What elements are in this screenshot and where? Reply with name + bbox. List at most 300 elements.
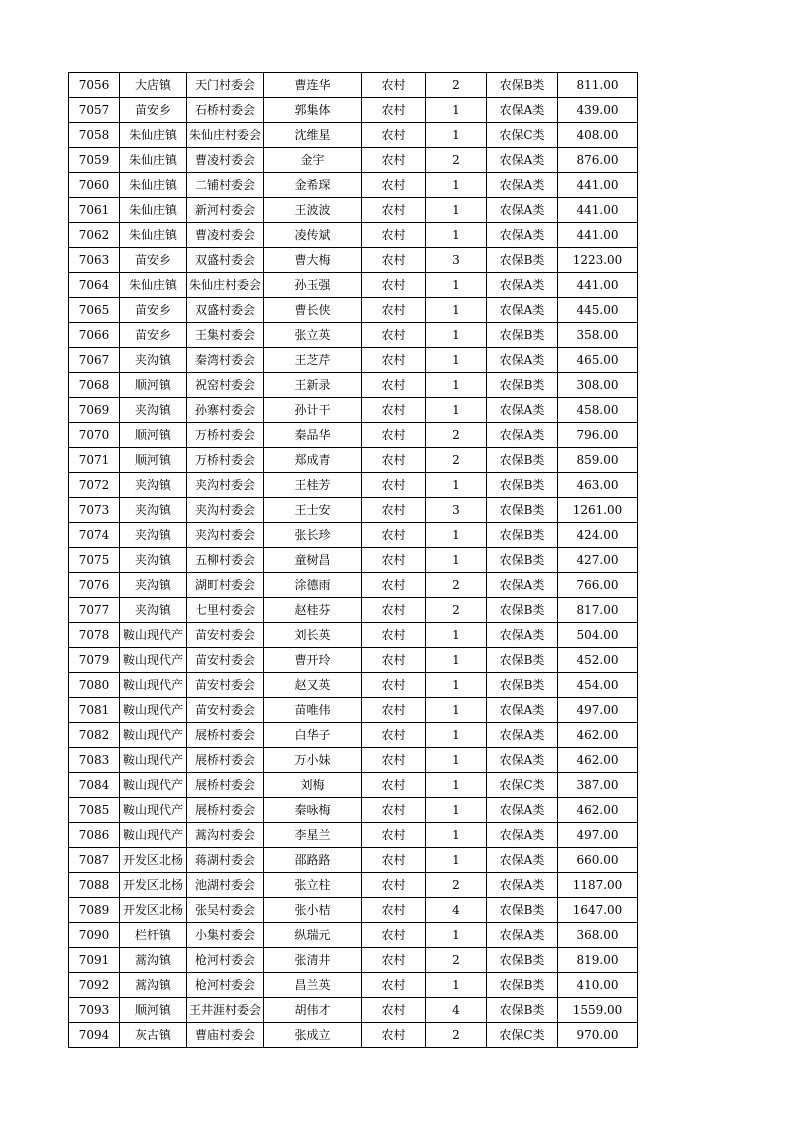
town-cell: 鞍山现代产 — [120, 673, 187, 698]
row-id-cell: 7091 — [69, 948, 120, 973]
category-cell: 农保B类 — [487, 73, 558, 98]
amount-cell: 1647.00 — [558, 898, 638, 923]
count-cell: 3 — [426, 248, 487, 273]
town-cell: 鞍山现代产 — [120, 823, 187, 848]
table-row — [69, 473, 638, 498]
village-cell: 展桥村委会 — [187, 723, 264, 748]
person-name-cell: 凌传斌 — [264, 223, 362, 248]
count-cell: 2 — [426, 73, 487, 98]
table-row — [69, 598, 638, 623]
person-name-cell: 王新录 — [264, 373, 362, 398]
town-cell: 鞍山现代产 — [120, 623, 187, 648]
row-id-cell: 7086 — [69, 823, 120, 848]
table-row — [69, 873, 638, 898]
village-cell: 二铺村委会 — [187, 173, 264, 198]
row-id-cell: 7087 — [69, 848, 120, 873]
town-cell: 夹沟镇 — [120, 598, 187, 623]
village-cell: 苗安村委会 — [187, 648, 264, 673]
table-row — [69, 523, 638, 548]
count-cell: 2 — [426, 598, 487, 623]
count-cell: 1 — [426, 523, 487, 548]
person-name-cell: 曹连华 — [264, 73, 362, 98]
person-name-cell: 曹大梅 — [264, 248, 362, 273]
amount-cell: 462.00 — [558, 748, 638, 773]
amount-cell: 462.00 — [558, 798, 638, 823]
person-name-cell: 张小桔 — [264, 898, 362, 923]
area-type-cell: 农村 — [362, 498, 426, 523]
category-cell: 农保B类 — [487, 498, 558, 523]
table-row — [69, 773, 638, 798]
table-row — [69, 323, 638, 348]
amount-cell: 441.00 — [558, 173, 638, 198]
table-row — [69, 848, 638, 873]
row-id-cell: 7066 — [69, 323, 120, 348]
count-cell: 1 — [426, 223, 487, 248]
village-cell: 池湖村委会 — [187, 873, 264, 898]
village-cell: 蒿沟村委会 — [187, 823, 264, 848]
category-cell: 农保C类 — [487, 773, 558, 798]
area-type-cell: 农村 — [362, 273, 426, 298]
table-row — [69, 973, 638, 998]
category-cell: 农保A类 — [487, 198, 558, 223]
category-cell: 农保A类 — [487, 748, 558, 773]
row-id-cell: 7081 — [69, 698, 120, 723]
table-row — [69, 723, 638, 748]
count-cell: 2 — [426, 873, 487, 898]
town-cell: 夹沟镇 — [120, 473, 187, 498]
count-cell: 2 — [426, 423, 487, 448]
row-id-cell: 7073 — [69, 498, 120, 523]
row-id-cell: 7061 — [69, 198, 120, 223]
town-cell: 苗安乡 — [120, 98, 187, 123]
row-id-cell: 7083 — [69, 748, 120, 773]
village-cell: 石桥村委会 — [187, 98, 264, 123]
amount-cell: 358.00 — [558, 323, 638, 348]
person-name-cell: 郭集体 — [264, 98, 362, 123]
category-cell: 农保B类 — [487, 523, 558, 548]
village-cell: 万桥村委会 — [187, 448, 264, 473]
row-id-cell: 7094 — [69, 1023, 120, 1048]
row-id-cell: 7089 — [69, 898, 120, 923]
table-row — [69, 898, 638, 923]
amount-cell: 308.00 — [558, 373, 638, 398]
category-cell: 农保B类 — [487, 673, 558, 698]
area-type-cell: 农村 — [362, 748, 426, 773]
table-row — [69, 298, 638, 323]
table-row — [69, 223, 638, 248]
count-cell: 2 — [426, 448, 487, 473]
row-id-cell: 7056 — [69, 73, 120, 98]
row-id-cell: 7063 — [69, 248, 120, 273]
amount-cell: 408.00 — [558, 123, 638, 148]
town-cell: 夹沟镇 — [120, 573, 187, 598]
category-cell: 农保B类 — [487, 248, 558, 273]
village-cell: 湖町村委会 — [187, 573, 264, 598]
person-name-cell: 张立柱 — [264, 873, 362, 898]
category-cell: 农保A类 — [487, 148, 558, 173]
village-cell: 张吴村委会 — [187, 898, 264, 923]
table-row — [69, 73, 638, 98]
table-row — [69, 448, 638, 473]
area-type-cell: 农村 — [362, 223, 426, 248]
village-cell: 小集村委会 — [187, 923, 264, 948]
category-cell: 农保B类 — [487, 548, 558, 573]
town-cell: 朱仙庄镇 — [120, 173, 187, 198]
amount-cell: 1187.00 — [558, 873, 638, 898]
category-cell: 农保A类 — [487, 98, 558, 123]
area-type-cell: 农村 — [362, 898, 426, 923]
table-row — [69, 123, 638, 148]
count-cell: 4 — [426, 898, 487, 923]
area-type-cell: 农村 — [362, 373, 426, 398]
category-cell: 农保A类 — [487, 848, 558, 873]
area-type-cell: 农村 — [362, 398, 426, 423]
count-cell: 1 — [426, 198, 487, 223]
person-name-cell: 沈维星 — [264, 123, 362, 148]
amount-cell: 817.00 — [558, 598, 638, 623]
amount-cell: 441.00 — [558, 198, 638, 223]
area-type-cell: 农村 — [362, 673, 426, 698]
village-cell: 王井涯村委会 — [187, 998, 264, 1023]
count-cell: 1 — [426, 323, 487, 348]
person-name-cell: 孙计干 — [264, 398, 362, 423]
town-cell: 夹沟镇 — [120, 398, 187, 423]
town-cell: 朱仙庄镇 — [120, 223, 187, 248]
category-cell: 农保A类 — [487, 723, 558, 748]
person-name-cell: 李星兰 — [264, 823, 362, 848]
count-cell: 1 — [426, 748, 487, 773]
table-row — [69, 648, 638, 673]
row-id-cell: 7057 — [69, 98, 120, 123]
town-cell: 朱仙庄镇 — [120, 148, 187, 173]
person-name-cell: 刘长英 — [264, 623, 362, 648]
amount-cell: 439.00 — [558, 98, 638, 123]
category-cell: 农保A类 — [487, 923, 558, 948]
person-name-cell: 昌兰英 — [264, 973, 362, 998]
count-cell: 4 — [426, 998, 487, 1023]
row-id-cell: 7059 — [69, 148, 120, 173]
village-cell: 曹庙村委会 — [187, 1023, 264, 1048]
town-cell: 顺河镇 — [120, 998, 187, 1023]
count-cell: 1 — [426, 648, 487, 673]
area-type-cell: 农村 — [362, 923, 426, 948]
table-row — [69, 373, 638, 398]
town-cell: 大店镇 — [120, 73, 187, 98]
count-cell: 1 — [426, 623, 487, 648]
village-cell: 苗安村委会 — [187, 623, 264, 648]
row-id-cell: 7069 — [69, 398, 120, 423]
person-name-cell: 张立英 — [264, 323, 362, 348]
village-cell: 苗安村委会 — [187, 698, 264, 723]
row-id-cell: 7070 — [69, 423, 120, 448]
amount-cell: 441.00 — [558, 273, 638, 298]
category-cell: 农保A类 — [487, 623, 558, 648]
village-cell: 朱仙庄村委会 — [187, 273, 264, 298]
amount-cell: 660.00 — [558, 848, 638, 873]
village-cell: 展桥村委会 — [187, 748, 264, 773]
count-cell: 1 — [426, 773, 487, 798]
person-name-cell: 孙玉强 — [264, 273, 362, 298]
person-name-cell: 金希琛 — [264, 173, 362, 198]
amount-cell: 1559.00 — [558, 998, 638, 1023]
village-cell: 五柳村委会 — [187, 548, 264, 573]
row-id-cell: 7060 — [69, 173, 120, 198]
count-cell: 2 — [426, 148, 487, 173]
row-id-cell: 7092 — [69, 973, 120, 998]
amount-cell: 497.00 — [558, 698, 638, 723]
area-type-cell: 农村 — [362, 948, 426, 973]
area-type-cell: 农村 — [362, 248, 426, 273]
table-row — [69, 148, 638, 173]
area-type-cell: 农村 — [362, 298, 426, 323]
row-id-cell: 7078 — [69, 623, 120, 648]
row-id-cell: 7074 — [69, 523, 120, 548]
table-row — [69, 923, 638, 948]
amount-cell: 819.00 — [558, 948, 638, 973]
row-id-cell: 7090 — [69, 923, 120, 948]
category-cell: 农保A类 — [487, 348, 558, 373]
row-id-cell: 7082 — [69, 723, 120, 748]
amount-cell: 504.00 — [558, 623, 638, 648]
town-cell: 灰古镇 — [120, 1023, 187, 1048]
row-id-cell: 7075 — [69, 548, 120, 573]
village-cell: 朱仙庄村委会 — [187, 123, 264, 148]
category-cell: 农保A类 — [487, 423, 558, 448]
person-name-cell: 王芝芹 — [264, 348, 362, 373]
village-cell: 夹沟村委会 — [187, 523, 264, 548]
area-type-cell: 农村 — [362, 523, 426, 548]
category-cell: 农保B类 — [487, 898, 558, 923]
category-cell: 农保A类 — [487, 573, 558, 598]
village-cell: 展桥村委会 — [187, 773, 264, 798]
town-cell: 顺河镇 — [120, 373, 187, 398]
table-row — [69, 798, 638, 823]
amount-cell: 424.00 — [558, 523, 638, 548]
village-cell: 苗安村委会 — [187, 673, 264, 698]
area-type-cell: 农村 — [362, 473, 426, 498]
category-cell: 农保B类 — [487, 373, 558, 398]
area-type-cell: 农村 — [362, 623, 426, 648]
amount-cell: 454.00 — [558, 673, 638, 698]
table-row — [69, 748, 638, 773]
area-type-cell: 农村 — [362, 173, 426, 198]
amount-cell: 766.00 — [558, 573, 638, 598]
amount-cell: 427.00 — [558, 548, 638, 573]
count-cell: 3 — [426, 498, 487, 523]
village-cell: 孙寨村委会 — [187, 398, 264, 423]
count-cell: 2 — [426, 1023, 487, 1048]
town-cell: 苗安乡 — [120, 248, 187, 273]
amount-cell: 796.00 — [558, 423, 638, 448]
person-name-cell: 童树昌 — [264, 548, 362, 573]
area-type-cell: 农村 — [362, 698, 426, 723]
area-type-cell: 农村 — [362, 723, 426, 748]
village-cell: 蒋湖村委会 — [187, 848, 264, 873]
count-cell: 1 — [426, 273, 487, 298]
table-row — [69, 498, 638, 523]
category-cell: 农保B类 — [487, 998, 558, 1023]
town-cell: 夹沟镇 — [120, 498, 187, 523]
table-row — [69, 948, 638, 973]
town-cell: 栏杆镇 — [120, 923, 187, 948]
person-name-cell: 万小妹 — [264, 748, 362, 773]
town-cell: 苗安乡 — [120, 298, 187, 323]
person-name-cell: 金宇 — [264, 148, 362, 173]
row-id-cell: 7085 — [69, 798, 120, 823]
row-id-cell: 7079 — [69, 648, 120, 673]
person-name-cell: 秦咏梅 — [264, 798, 362, 823]
person-name-cell: 曹开玲 — [264, 648, 362, 673]
count-cell: 1 — [426, 698, 487, 723]
town-cell: 夹沟镇 — [120, 523, 187, 548]
count-cell: 1 — [426, 673, 487, 698]
amount-cell: 859.00 — [558, 448, 638, 473]
category-cell: 农保B类 — [487, 323, 558, 348]
amount-cell: 462.00 — [558, 723, 638, 748]
count-cell: 1 — [426, 823, 487, 848]
category-cell: 农保A类 — [487, 223, 558, 248]
category-cell: 农保B类 — [487, 598, 558, 623]
town-cell: 开发区北杨 — [120, 873, 187, 898]
area-type-cell: 农村 — [362, 98, 426, 123]
area-type-cell: 农村 — [362, 823, 426, 848]
village-cell: 枪河村委会 — [187, 948, 264, 973]
area-type-cell: 农村 — [362, 198, 426, 223]
person-name-cell: 纵瑞元 — [264, 923, 362, 948]
table-body — [69, 73, 638, 1048]
area-type-cell: 农村 — [362, 973, 426, 998]
category-cell: 农保A类 — [487, 823, 558, 848]
area-type-cell: 农村 — [362, 348, 426, 373]
category-cell: 农保A类 — [487, 173, 558, 198]
count-cell: 1 — [426, 473, 487, 498]
area-type-cell: 农村 — [362, 73, 426, 98]
area-type-cell: 农村 — [362, 998, 426, 1023]
area-type-cell: 农村 — [362, 598, 426, 623]
area-type-cell: 农村 — [362, 798, 426, 823]
count-cell: 1 — [426, 173, 487, 198]
count-cell: 1 — [426, 973, 487, 998]
town-cell: 夹沟镇 — [120, 348, 187, 373]
table-row — [69, 698, 638, 723]
town-cell: 夹沟镇 — [120, 548, 187, 573]
village-cell: 夹沟村委会 — [187, 473, 264, 498]
category-cell: 农保A类 — [487, 298, 558, 323]
category-cell: 农保C类 — [487, 1023, 558, 1048]
area-type-cell: 农村 — [362, 148, 426, 173]
person-name-cell: 涂德雨 — [264, 573, 362, 598]
amount-cell: 811.00 — [558, 73, 638, 98]
row-id-cell: 7058 — [69, 123, 120, 148]
table-row — [69, 198, 638, 223]
area-type-cell: 农村 — [362, 548, 426, 573]
town-cell: 蒿沟镇 — [120, 948, 187, 973]
village-cell: 枪河村委会 — [187, 973, 264, 998]
table-row — [69, 673, 638, 698]
count-cell: 1 — [426, 798, 487, 823]
table-row — [69, 573, 638, 598]
count-cell: 1 — [426, 398, 487, 423]
person-name-cell: 王士安 — [264, 498, 362, 523]
count-cell: 1 — [426, 373, 487, 398]
category-cell: 农保A类 — [487, 398, 558, 423]
table-row — [69, 273, 638, 298]
category-cell: 农保B类 — [487, 948, 558, 973]
person-name-cell: 邵路路 — [264, 848, 362, 873]
town-cell: 蒿沟镇 — [120, 973, 187, 998]
area-type-cell: 农村 — [362, 873, 426, 898]
amount-cell: 410.00 — [558, 973, 638, 998]
person-name-cell: 赵又英 — [264, 673, 362, 698]
table-row — [69, 348, 638, 373]
category-cell: 农保B类 — [487, 648, 558, 673]
village-cell: 万桥村委会 — [187, 423, 264, 448]
amount-cell: 1261.00 — [558, 498, 638, 523]
category-cell: 农保A类 — [487, 798, 558, 823]
data-table — [68, 72, 638, 1048]
village-cell: 展桥村委会 — [187, 798, 264, 823]
category-cell: 农保A类 — [487, 698, 558, 723]
amount-cell: 368.00 — [558, 923, 638, 948]
amount-cell: 441.00 — [558, 223, 638, 248]
category-cell: 农保A类 — [487, 873, 558, 898]
category-cell: 农保A类 — [487, 273, 558, 298]
category-cell: 农保C类 — [487, 123, 558, 148]
table-row — [69, 398, 638, 423]
person-name-cell: 胡伟才 — [264, 998, 362, 1023]
table-row — [69, 423, 638, 448]
count-cell: 1 — [426, 923, 487, 948]
count-cell: 1 — [426, 723, 487, 748]
town-cell: 开发区北杨 — [120, 898, 187, 923]
area-type-cell: 农村 — [362, 448, 426, 473]
table-row — [69, 998, 638, 1023]
table-row — [69, 623, 638, 648]
row-id-cell: 7064 — [69, 273, 120, 298]
town-cell: 鞍山现代产 — [120, 748, 187, 773]
area-type-cell: 农村 — [362, 573, 426, 598]
town-cell: 朱仙庄镇 — [120, 198, 187, 223]
category-cell: 农保B类 — [487, 473, 558, 498]
table-row — [69, 98, 638, 123]
person-name-cell: 刘梅 — [264, 773, 362, 798]
village-cell: 双盛村委会 — [187, 248, 264, 273]
amount-cell: 465.00 — [558, 348, 638, 373]
count-cell: 1 — [426, 548, 487, 573]
town-cell: 开发区北杨 — [120, 848, 187, 873]
area-type-cell: 农村 — [362, 848, 426, 873]
count-cell: 2 — [426, 948, 487, 973]
person-name-cell: 张长珍 — [264, 523, 362, 548]
row-id-cell: 7062 — [69, 223, 120, 248]
town-cell: 鞍山现代产 — [120, 648, 187, 673]
person-name-cell: 张成立 — [264, 1023, 362, 1048]
amount-cell: 458.00 — [558, 398, 638, 423]
village-cell: 王集村委会 — [187, 323, 264, 348]
row-id-cell: 7065 — [69, 298, 120, 323]
row-id-cell: 7080 — [69, 673, 120, 698]
village-cell: 祝窑村委会 — [187, 373, 264, 398]
person-name-cell: 曹长侠 — [264, 298, 362, 323]
village-cell: 双盛村委会 — [187, 298, 264, 323]
category-cell: 农保B类 — [487, 448, 558, 473]
row-id-cell: 7067 — [69, 348, 120, 373]
amount-cell: 452.00 — [558, 648, 638, 673]
table-row — [69, 548, 638, 573]
amount-cell: 387.00 — [558, 773, 638, 798]
village-cell: 曹凌村委会 — [187, 223, 264, 248]
person-name-cell: 苗唯伟 — [264, 698, 362, 723]
